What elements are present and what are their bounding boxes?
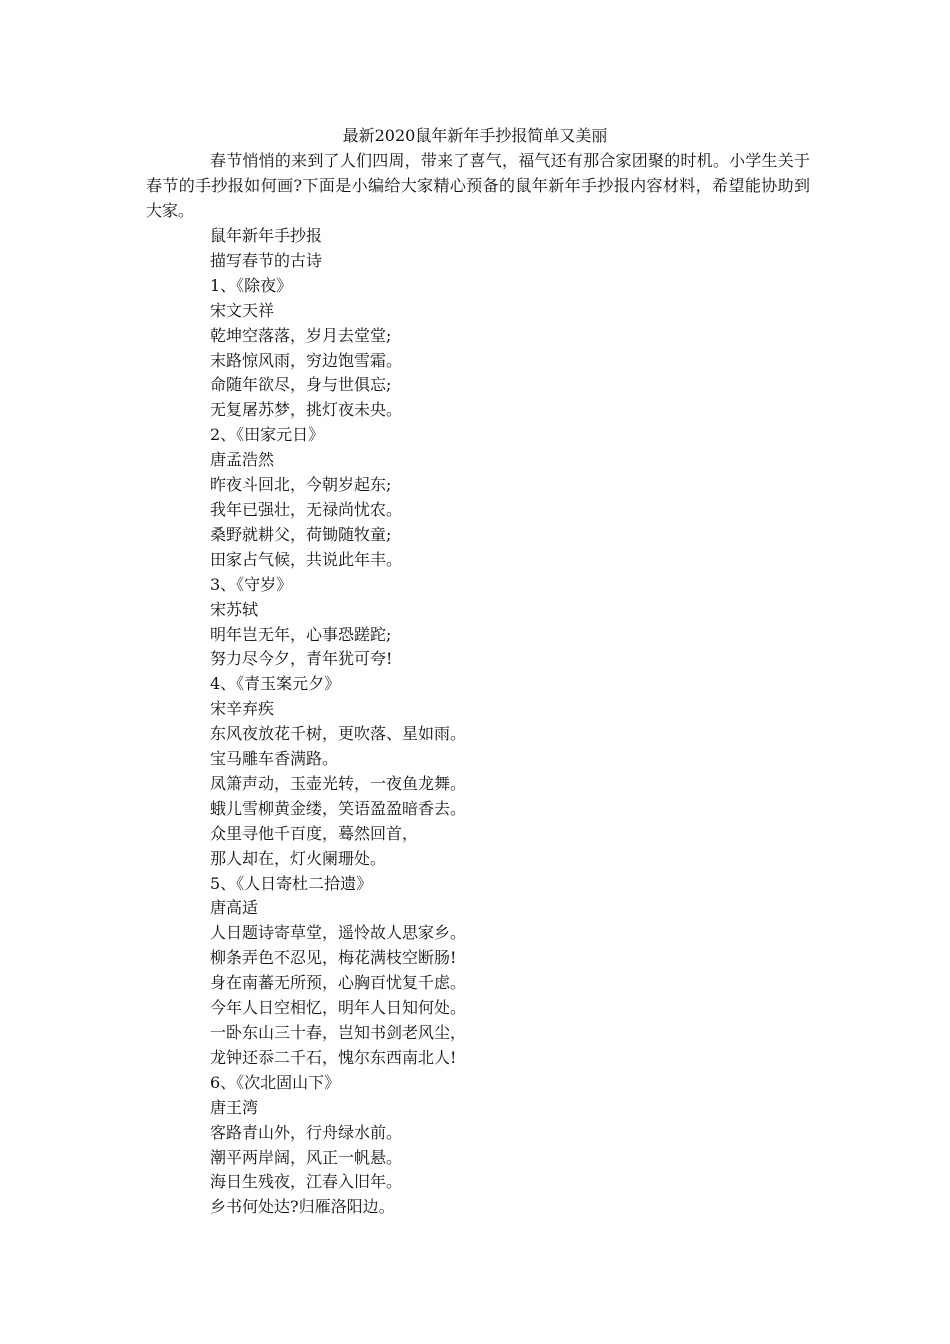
text-line: 人日题诗寄草堂，遥怜故人思家乡。 — [210, 923, 467, 943]
text-line: 昨夜斗回北，今朝岁起东; — [210, 475, 392, 495]
text-line: 末路惊风雨，穷边饱雪霜。 — [210, 350, 403, 370]
text-line: 桑野就耕父，荷锄随牧童; — [210, 524, 392, 544]
text-line: 2、《田家元日》 — [210, 425, 325, 445]
text-line: 唐王湾 — [210, 1097, 259, 1117]
text-line: 5、《人日寄杜二拾遗》 — [210, 873, 373, 893]
text-line: 努力尽今夕，青年犹可夸! — [210, 649, 393, 669]
text-line: 柳条弄色不忍见，梅花满枝空断肠! — [210, 948, 457, 968]
text-line: 唐孟浩然 — [210, 450, 275, 470]
text-line: 凤箫声动，玉壶光转，一夜鱼龙舞。 — [210, 773, 467, 793]
text-line: 宋辛弃疾 — [210, 699, 275, 719]
text-line: 宝马雕车香满路。 — [210, 749, 339, 769]
text-line: 东风夜放花千树，更吹落、星如雨。 — [210, 724, 467, 744]
text-line: 身在南蕃无所预，心胸百忧复千虑。 — [210, 973, 467, 993]
text-line: 乾坤空落落，岁月去堂堂; — [210, 325, 392, 345]
text-line: 乡书何处达?归雁洛阳边。 — [210, 1197, 395, 1217]
poem-line-list — [210, 224, 466, 1220]
text-line: 鼠年新年手抄报 — [210, 226, 323, 245]
text-line: 6、《次北固山下》 — [210, 1072, 341, 1092]
text-line: 那人却在，灯火阑珊处。 — [210, 848, 387, 868]
text-line: 描写春节的古诗 — [210, 250, 323, 270]
text-line: 宋苏轼 — [210, 599, 259, 619]
text-line: 宋文天祥 — [210, 300, 275, 320]
text-line: 明年岂无年，心事恐蹉跎; — [210, 624, 392, 644]
text-line: 潮平两岸阔，风正一帆悬。 — [210, 1147, 403, 1167]
intro-paragraph: 春节悄悄的来到了人们四周，带来了喜气，福气还有那合家团聚的时机。小学生关于春节的手抄报如何画?下面是小编给大家精心预备的鼠年新年手抄报内容材料，希望能协助到大家。 — [146, 151, 810, 220]
text-line: 客路青山外，行舟绿水前。 — [210, 1122, 403, 1142]
text-line: 今年人日空相忆，明年人日知何处。 — [210, 998, 467, 1018]
text-line: 海日生残夜，江春入旧年。 — [210, 1172, 403, 1192]
text-line: 唐高适 — [210, 898, 259, 918]
text-line: 我年已强壮，无禄尚忧农。 — [210, 499, 403, 519]
text-line: 3、《守岁》 — [210, 574, 293, 594]
text-line: 无复屠苏梦，挑灯夜未央。 — [210, 400, 403, 420]
text-line: 田家占气候，共说此年丰。 — [210, 549, 403, 569]
text-line: 龙钟还忝二千石，愧尔东西南北人! — [210, 1047, 457, 1067]
text-line: 4、《青玉案元夕》 — [210, 674, 341, 694]
text-line: 命随年欲尽，身与世俱忘; — [210, 375, 392, 395]
document-title: 最新2020鼠年新年手抄报简单又美丽 — [342, 126, 608, 145]
text-line: 众里寻他千百度，蓦然回首， — [210, 823, 419, 843]
text-line: 1、《除夜》 — [210, 275, 293, 295]
text-line: 蛾儿雪柳黄金缕，笑语盈盈暗香去。 — [210, 798, 467, 818]
text-line: 一卧东山三十春，岂知书剑老风尘， — [210, 1023, 467, 1042]
